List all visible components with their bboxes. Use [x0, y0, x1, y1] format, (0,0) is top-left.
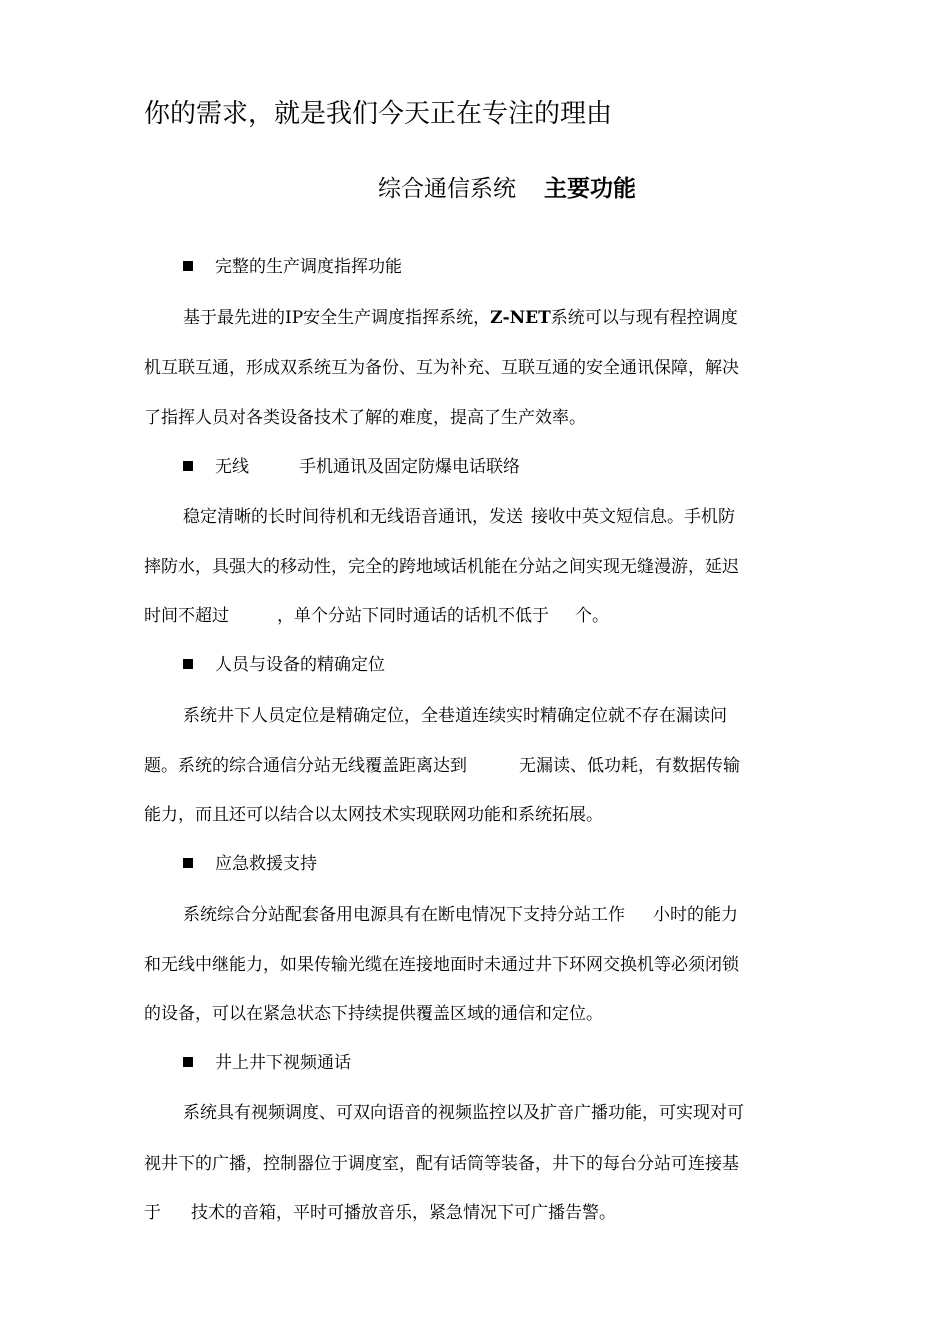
section-2-line-2: 摔防水，具强大的移动性，完全的跨地域话机能在分站之间实现无缝漫游，延迟 [144, 557, 739, 577]
title-subtitle: 综合通信系统 [378, 176, 516, 202]
square-bullet-icon [183, 659, 193, 669]
section-heading-2: 无线 手机通讯及固定防爆电话联络 [183, 455, 520, 479]
section-1-line-3: 了指挥人员对各类设备技术了解的难度，提高了生产效率。 [144, 408, 586, 428]
brand-name: Z-NET [490, 308, 551, 328]
section-5-line-2: 视井下的广播，控制器位于调度室，配有话筒等装备，井下的每台分站可连接基 [144, 1154, 739, 1174]
section-3-line-3: 能力，而且还可以结合以太网技术实现联网功能和系统拓展。 [144, 805, 603, 825]
section-heading-3: 人员与设备的精确定位 [183, 653, 385, 677]
section-4-line-3: 的设备，可以在紧急状态下持续提供覆盖区域的通信和定位。 [144, 1004, 603, 1024]
square-bullet-icon [183, 858, 193, 868]
section-heading-4: 应急救援支持 [183, 852, 317, 876]
section-3-line-2: 题。系统的综合通信分站无线覆盖距离达到 无漏读、低功耗，有数据传输 [144, 756, 740, 776]
section-2-line-3: 时间不超过 ，单个分站下同时通话的话机不低于 个。 [144, 606, 609, 626]
section-4-line-2: 和无线中继能力，如果传输光缆在连接地面时未通过井下环网交换机等必须闭锁 [144, 955, 739, 975]
title-main: 主要功能 [544, 176, 636, 202]
square-bullet-icon [183, 261, 193, 271]
section-5-line-1: 系统具有视频调度、可双向语音的视频监控以及扩音广播功能，可实现对可 [183, 1103, 744, 1123]
section-1-line-1: 基于最先进的IP安全生产调度指挥系统，Z-NET系统可以与现有程控调度 [183, 308, 738, 328]
square-bullet-icon [183, 461, 193, 471]
section-heading-1: 完整的生产调度指挥功能 [183, 255, 402, 279]
section-2-line-1: 稳定清晰的长时间待机和无线语音通讯，发送 接收中英文短信息。手机防 [183, 507, 735, 527]
page-tagline: 你的需求，就是我们今天正在专注的理由 [144, 99, 613, 129]
section-3-line-1: 系统井下人员定位是精确定位，全巷道连续实时精确定位就不存在漏读问 [183, 706, 727, 726]
section-4-line-1: 系统综合分站配套备用电源具有在断电情况下支持分站工作 小时的能力 [183, 905, 738, 925]
page-title [378, 172, 636, 206]
square-bullet-icon [183, 1057, 193, 1067]
section-1-line-2: 机互联互通，形成双系统互为备份、互为补充、互联互通的安全通讯保障，解决 [144, 358, 739, 378]
section-5-line-3: 于 技术的音箱，平时可播放音乐，紧急情况下可广播告警。 [144, 1203, 616, 1223]
section-heading-5: 井上井下视频通话 [183, 1051, 351, 1075]
